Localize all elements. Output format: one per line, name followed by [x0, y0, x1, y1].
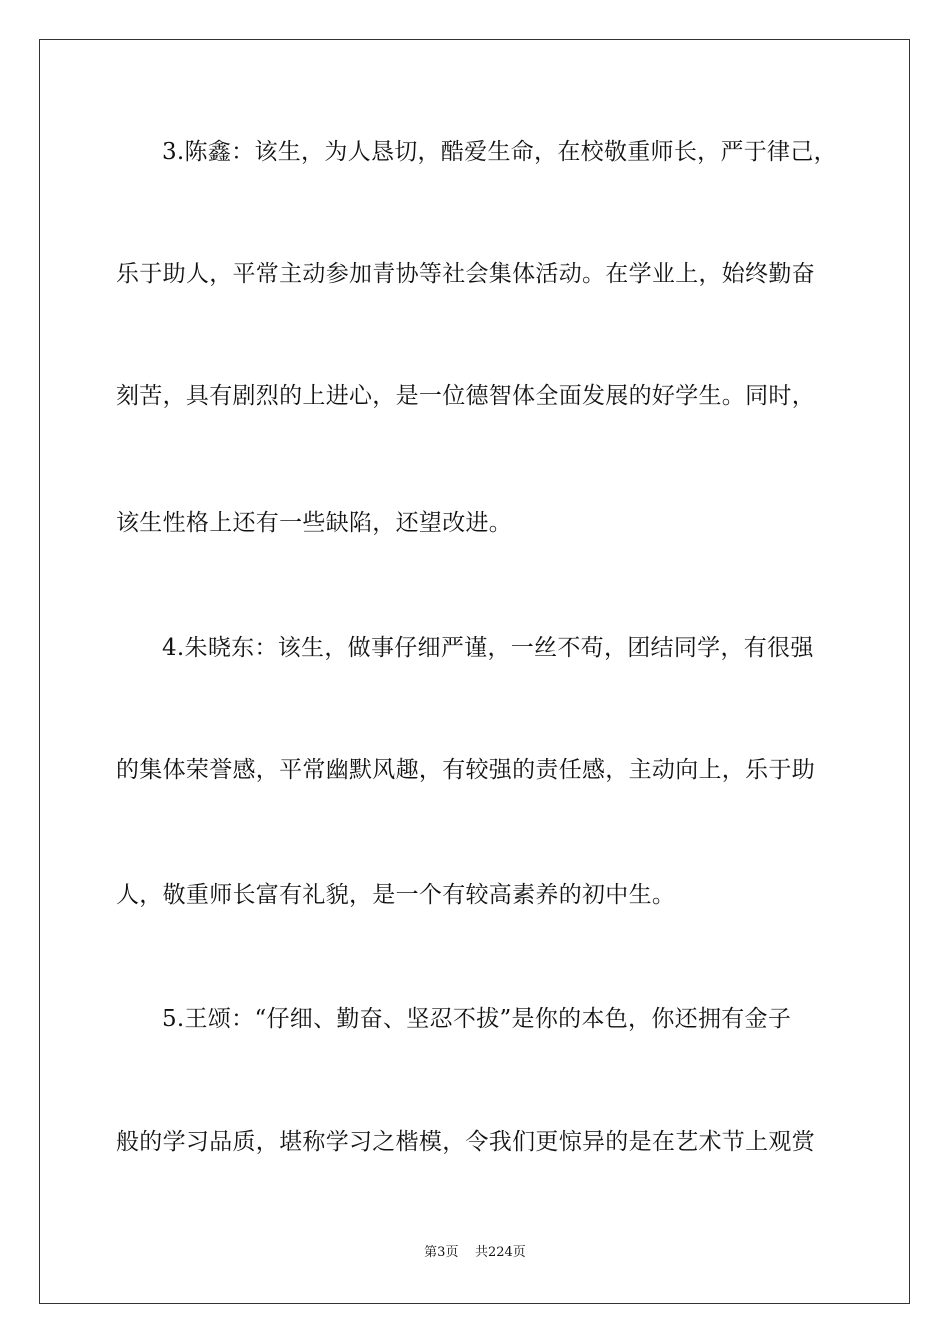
page-number: 第3页: [424, 1245, 459, 1260]
paragraph-1-line-1: 3.陈鑫：该生，为人恳切，酷爱生命，在校敬重师长，严于律己，: [162, 139, 837, 165]
paragraph-2-line-3: 人，敬重师长富有礼貌，是一个有较高素养的初中生。: [116, 882, 676, 908]
paragraph-3-line-2: 般的学习品质，堪称学习之楷模，令我们更惊异的是在艺术节上观赏: [116, 1129, 815, 1155]
paragraph-3-line-1: 5.王颂：“仔细、勤奋、坚忍不拔”是你的本色，你还拥有金子: [162, 1006, 792, 1032]
paragraph-1-line-4: 该生性格上还有一些缺陷，还望改进。: [116, 510, 513, 536]
total-pages: 共224页: [474, 1245, 526, 1260]
paragraph-1-line-3: 刻苦，具有剧烈的上进心，是一位德智体全面发展的好学生。同时，: [116, 383, 815, 409]
page-footer: [0, 1244, 950, 1262]
paragraph-1-line-2: 乐于助人，平常主动参加青协等社会集体活动。在学业上，始终勤奋: [116, 261, 815, 287]
paragraph-2-line-2: 的集体荣誉感，平常幽默风趣，有较强的责任感，主动向上，乐于助: [116, 757, 815, 783]
paragraph-2-line-1: 4.朱晓东：该生，做事仔细严谨，一丝不苟，团结同学，有很强: [162, 635, 814, 661]
page-border: [39, 39, 910, 1304]
